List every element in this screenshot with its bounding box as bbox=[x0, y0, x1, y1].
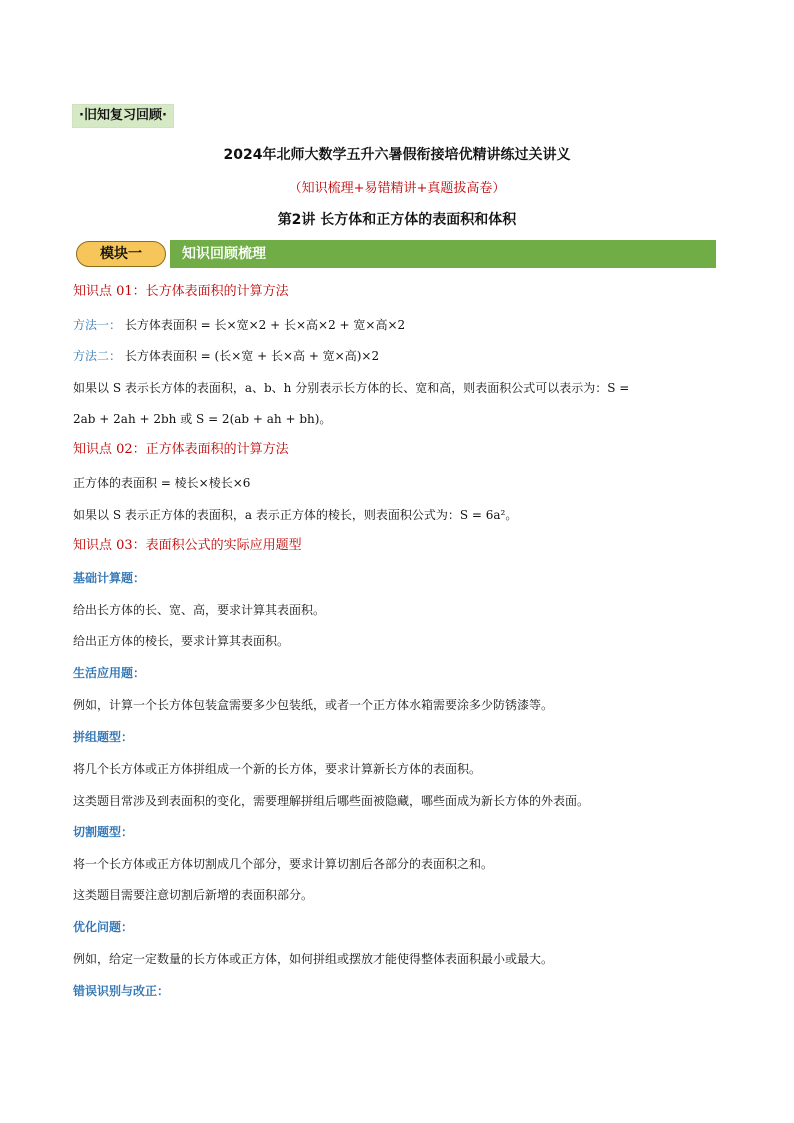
knowledge-point-2-heading: 知识点 02：正方体表面积的计算方法 bbox=[73, 442, 289, 457]
cutting-line-1: 将一个长方体或正方体切割成几个部分，要求计算切割后各部分的表面积之和。 bbox=[73, 857, 494, 871]
module-title: 知识回顾梳理 bbox=[170, 240, 716, 268]
cube-formula: 正方体的表面积 = 棱长×棱长×6 bbox=[73, 476, 251, 490]
method-1-formula: 长方体表面积 = 长×宽×2 + 长×高×2 + 宽×高×2 bbox=[124, 318, 406, 332]
section-error-correction: 错误识别与改正： bbox=[73, 984, 170, 998]
section-combination: 拼组题型： bbox=[73, 730, 134, 744]
module-pill: 模块一 bbox=[76, 241, 166, 267]
basic-calculation-line-1: 给出长方体的长、宽、高，要求计算其表面积。 bbox=[73, 603, 326, 617]
module-header bbox=[76, 240, 716, 268]
review-tag: ·旧知复习回顾· bbox=[72, 104, 174, 128]
optimization-line-1: 例如，给定一定数量的长方体或正方体，如何拼组或摆放才能使得整体表面积最小或最大。 bbox=[73, 952, 554, 966]
method-2 bbox=[73, 347, 379, 365]
document-title: 2024年北师大数学五升六暑假衔接培优精讲练过关讲义 bbox=[223, 147, 571, 163]
cutting-line-2: 这类题目需要注意切割后新增的表面积部分。 bbox=[73, 888, 314, 902]
life-application-line-1: 例如，计算一个长方体包装盒需要多少包装纸，或者一个正方体水箱需要涂多少防锈漆等。 bbox=[73, 698, 554, 712]
cuboid-description-line-1: 如果以 S 表示长方体的表面积，a、b、h 分别表示长方体的长、宽和高，则表面积公式可以表示为：S = bbox=[73, 381, 630, 395]
cuboid-description-line-2: 2ab + 2ah + 2bh 或 S = 2(ab + ah + bh)。 bbox=[73, 412, 332, 426]
section-life-application: 生活应用题： bbox=[73, 666, 146, 680]
combination-line-1: 将几个长方体或正方体拼组成一个新的长方体，要求计算新长方体的表面积。 bbox=[73, 762, 482, 776]
section-optimization: 优化问题： bbox=[73, 920, 134, 934]
method-1 bbox=[73, 316, 405, 334]
knowledge-point-3-heading: 知识点 03：表面积公式的实际应用题型 bbox=[73, 538, 302, 553]
method-1-label: 方法一： bbox=[73, 318, 122, 332]
method-2-label: 方法二： bbox=[73, 349, 122, 363]
document-subtitle: （知识梳理+易错精讲+真题拔高卷） bbox=[288, 181, 506, 196]
section-basic-calculation: 基础计算题： bbox=[73, 571, 146, 585]
basic-calculation-line-2: 给出正方体的棱长，要求计算其表面积。 bbox=[73, 634, 290, 648]
combination-line-2: 这类题目常涉及到表面积的变化，需要理解拼组后哪些面被隐藏，哪些面成为新长方体的外表面。 bbox=[73, 794, 590, 808]
method-2-formula: 长方体表面积 = (长×宽 + 长×高 + 宽×高)×2 bbox=[124, 349, 380, 363]
knowledge-point-1-heading: 知识点 01：长方体表面积的计算方法 bbox=[73, 284, 289, 299]
cube-description: 如果以 S 表示正方体的表面积，a 表示正方体的棱长，则表面积公式为：S = 6a²。 bbox=[73, 508, 518, 522]
lecture-title: 第2讲 长方体和正方体的表面积和体积 bbox=[277, 212, 517, 228]
section-cutting: 切割题型： bbox=[73, 825, 134, 839]
